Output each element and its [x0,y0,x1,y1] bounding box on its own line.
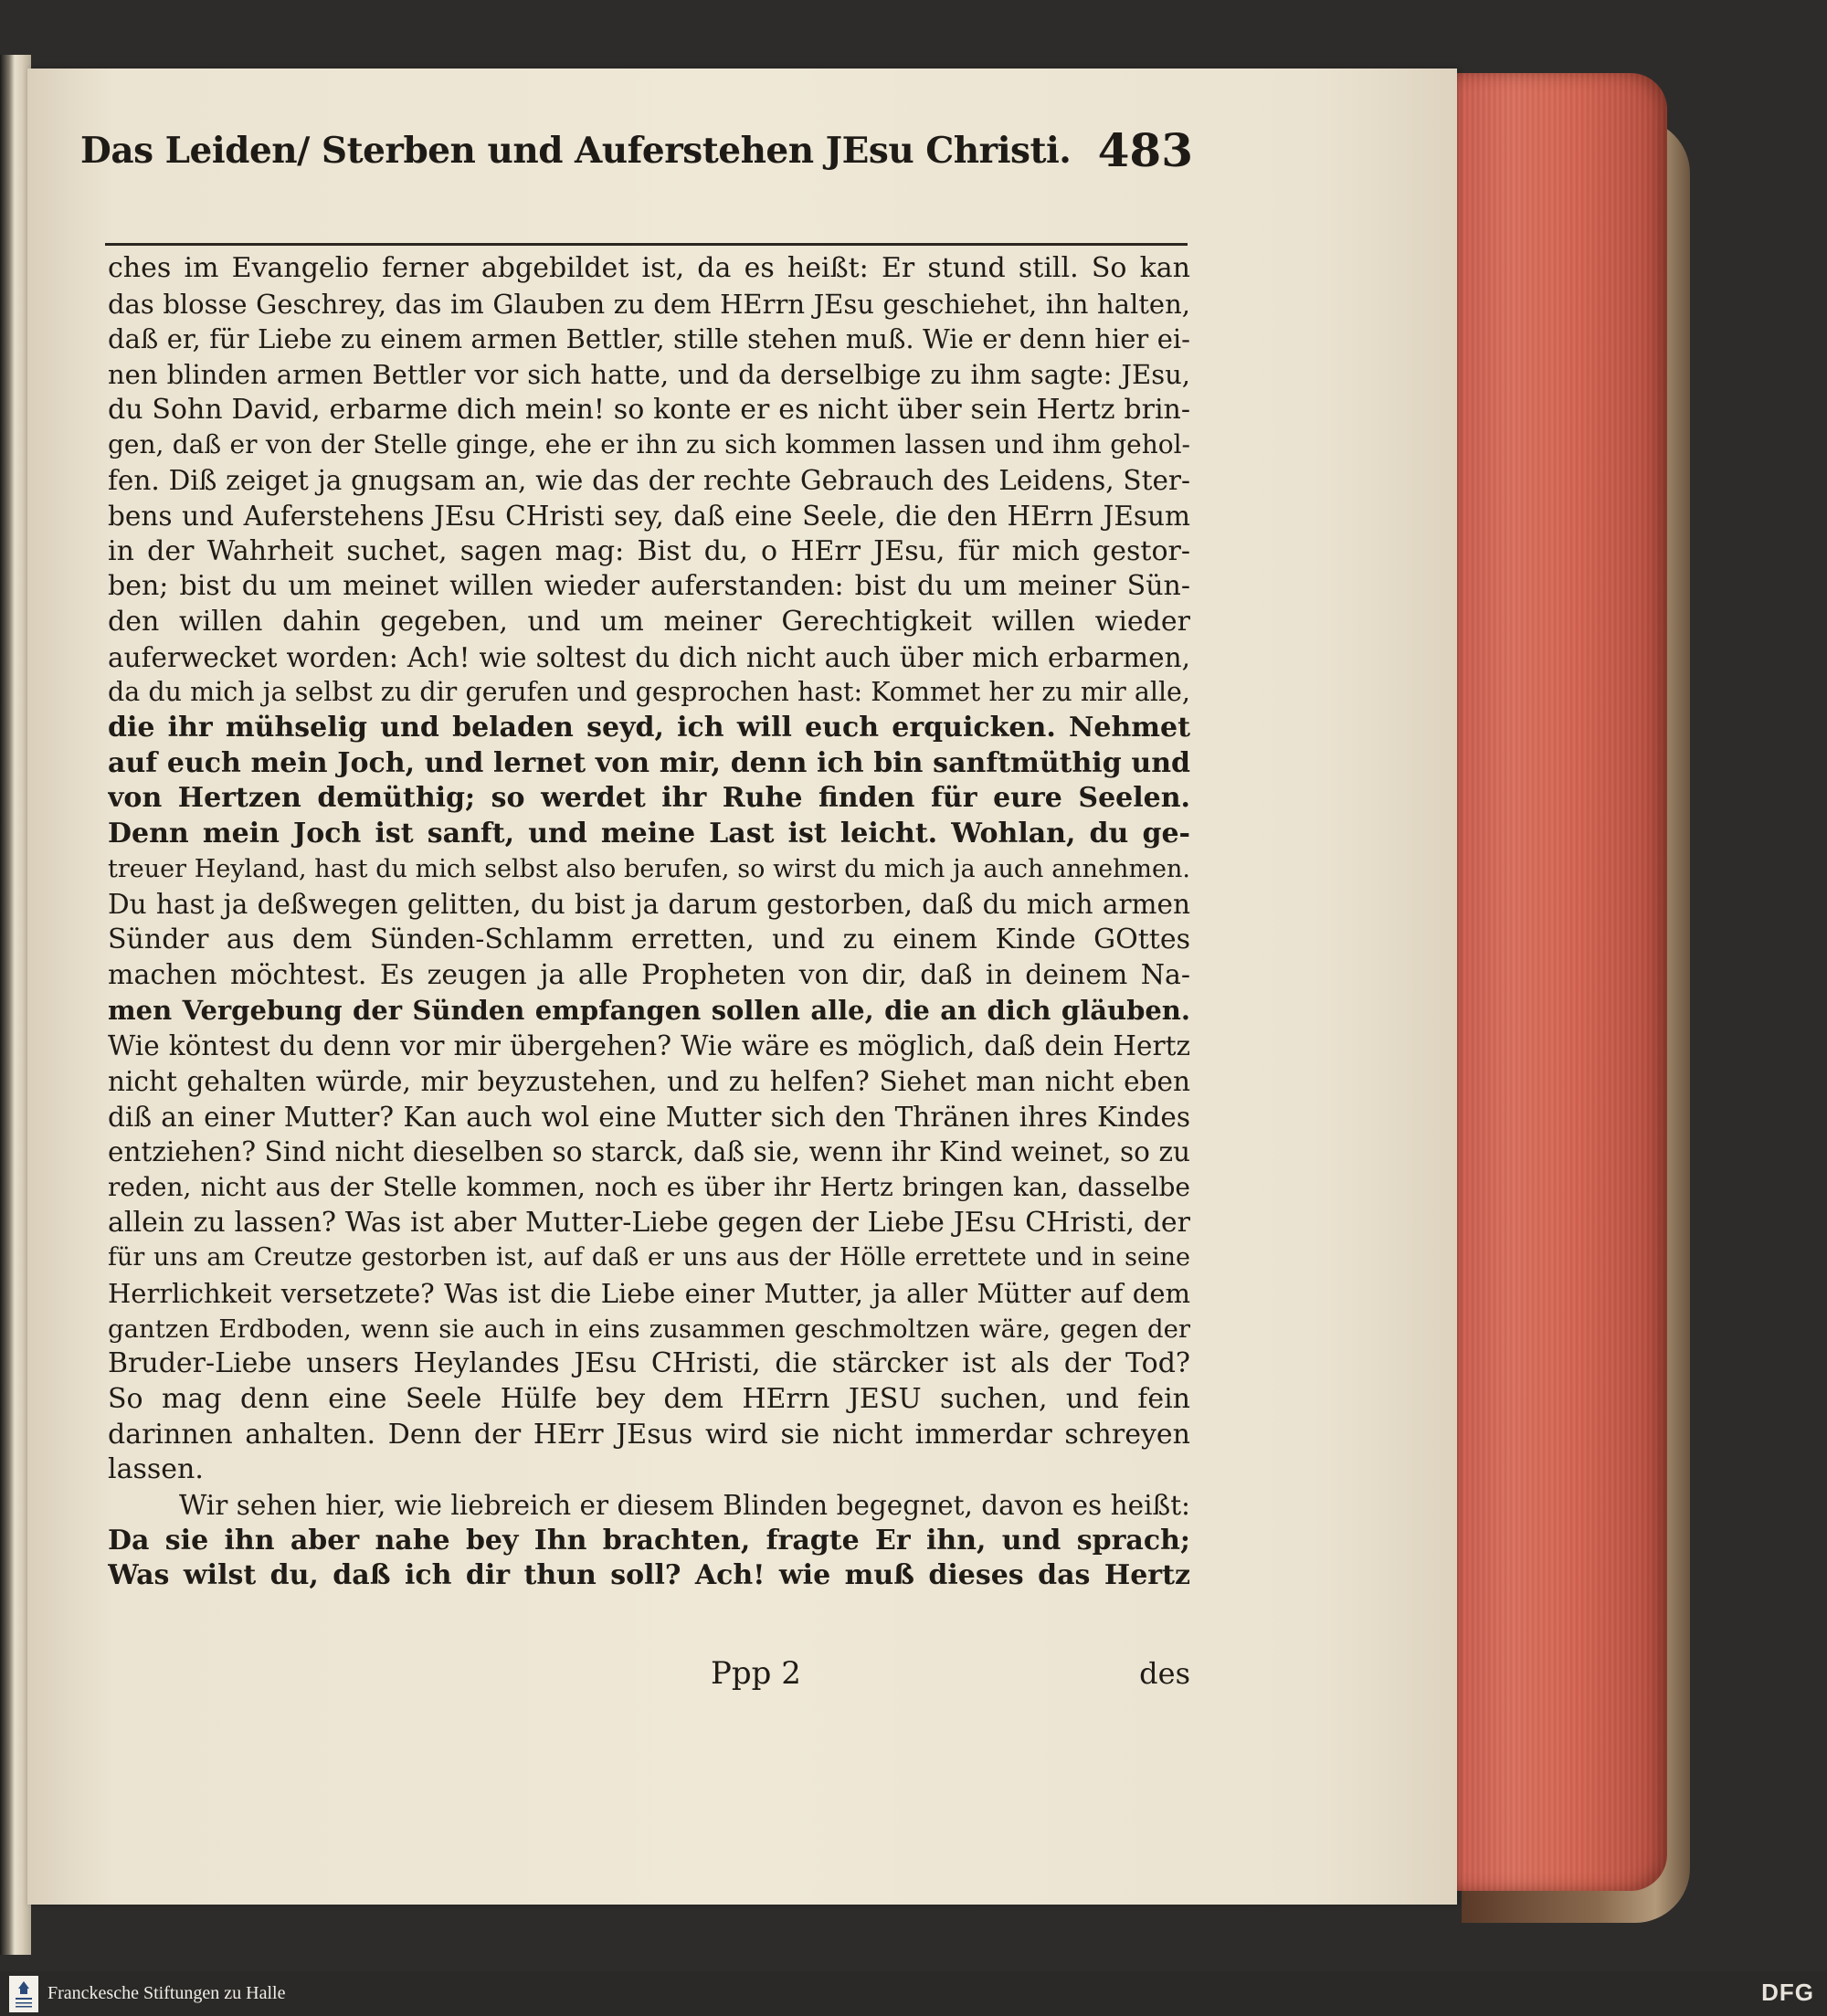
header-rule [105,243,1188,246]
text-line: Wir sehen hier, wie liebreich er diesem Blinden begegnet, davon es heißt: [179,1490,1190,1522]
text-line: Da sie ihn aber nahe bey Ihn brachten, fragte Er ihn, und sprach; [108,1524,1190,1557]
text-line: ches im Evangelio ferner abgebildet ist, da es heißt: Er stund still. So kan [108,252,1190,284]
text-line: allein zu lassen? Was ist aber Mutter-Liebe gegen der Liebe JEsu CHristi, der [108,1206,1190,1239]
dfg-logo: DFG [1761,1979,1814,2006]
text-line: Bruder-Liebe unsers Heylandes JEsu CHristi, die stärcker ist als der Tod? [108,1347,1190,1380]
text-line: nicht gehalten würde, mir beyzustehen, und zu helfen? Siehet man nicht eben [108,1065,1190,1097]
catchword: des [1139,1656,1190,1691]
left-page-edge [0,55,31,1955]
institution-logo-icon [9,1976,38,2012]
text-line: diß an einer Mutter? Kan auch wol eine Mutter sich den Thränen ihres Kindes [108,1101,1190,1133]
text-line: ben; bist du um meinet willen wieder auferstanden: bist du um meiner Sün- [108,570,1190,603]
running-head [80,110,1193,192]
text-line: gantzen Erdboden, wenn sie auch in eins zusammen geschmoltzen wäre, gegen der [108,1314,1190,1344]
text-line: fen. Diß zeiget ja gnugsam an, wie das der rechte Gebrauch des Leidens, Ster- [108,465,1190,497]
body-text [108,251,1190,1594]
text-line: Was wilst du, daß ich dir thun soll? Ach! wie muß dieses das Hertz [108,1559,1190,1592]
text-line: Sünder aus dem Sünden-Schlamm erretten, und zu einem Kinde GOttes [108,924,1190,956]
viewer-footer-bar [0,1971,1827,2016]
text-line: So mag denn eine Seele Hülfe bey dem HErrn JESU suchen, und fein [108,1383,1190,1415]
signature-mark: Ppp 2 [711,1655,801,1692]
text-line: das blosse Geschrey, das im Glauben zu dem HErrn JEsu geschiehet, ihn halten, [108,288,1190,320]
text-line: men Vergebung der Sünden empfangen sollen alle, die an dich gläuben. [108,995,1190,1027]
text-line: gen, daß er von der Stelle ginge, ehe er ihn zu sich kommen lassen und ihm gehol- [108,429,1190,460]
text-line: machen möchtest. Es zeugen ja alle Propheten von dir, daß in deinem Na- [108,958,1190,991]
text-line: Wie köntest du denn vor mir übergehen? Wie wäre es möglich, daß dein Hertz [108,1030,1190,1062]
running-title: Das Leiden/ Sterben und Auferstehen JEsu Christi. [80,130,1072,172]
text-line: für uns am Creutze gestorben ist, auf daß er uns aus der Hölle errettete und in seine [108,1243,1190,1272]
text-line: da du mich ja selbst zu dir gerufen und gesprochen hast: Kommet her zu mir alle, [108,677,1190,708]
text-line: entziehen? Sind nicht dieselben so starck, daß sie, wenn ihr Kind weinet, so zu [108,1136,1190,1168]
text-line: treuer Heyland, hast du mich selbst also berufen, so wirst du mich ja auch annehmen. [108,854,1190,883]
text-line: Herrlichkeit versetzete? Was ist die Liebe einer Mutter, ja aller Mütter auf dem [108,1277,1190,1309]
red-fore-edge [1448,73,1667,1891]
text-line: den willen dahin gegeben, und um meiner Gerechtigkeit willen wieder [108,605,1190,638]
text-line: du Sohn David, erbarme dich mein! so konte er es nicht über sein Hertz brin- [108,393,1190,426]
text-line: die ihr mühselig und beladen seyd, ich will euch erquicken. Nehmet [108,711,1190,744]
text-line: daß er, für Liebe zu einem armen Bettler, stille stehen muß. Wie er denn hier ei- [108,323,1190,355]
text-line: Du hast ja deßwegen gelitten, du bist ja darum gestorben, daß du mich armen [108,889,1190,921]
text-line: auferwecket worden: Ach! wie soltest du dich nicht auch über mich erbarmen, [108,641,1190,673]
text-line: Denn mein Joch ist sanft, und meine Last ist leicht. Wohlan, du ge- [108,818,1190,850]
text-line: von Hertzen demüthig; so werdet ihr Ruhe finden für eure Seelen. [108,782,1190,815]
text-line: auf euch mein Joch, und lernet von mir, denn ich bin sanftmüthig und [108,746,1190,779]
page-number: 483 [1097,123,1193,177]
text-line: lassen. [108,1453,204,1486]
text-line: darinnen anhalten. Denn der HErr JEsus wird sie nicht immerdar schreyen [108,1418,1190,1451]
text-line: reden, nicht aus der Stelle kommen, noch es über ihr Hertz bringen kan, dasselbe [108,1171,1190,1202]
text-line: nen blinden armen Bettler vor sich hatte, und da derselbige zu ihm sagte: JEsu, [108,359,1190,391]
text-line: bens und Auferstehens JEsu CHristi sey, daß eine Seele, die den HErrn JEsum [108,500,1190,532]
text-line: in der Wahrheit suchet, sagen mag: Bist du, o HErr JEsu, für mich gestor- [108,534,1190,567]
institution-name: Franckesche Stiftungen zu Halle [48,1983,286,2003]
page-footer [108,1653,1190,1694]
